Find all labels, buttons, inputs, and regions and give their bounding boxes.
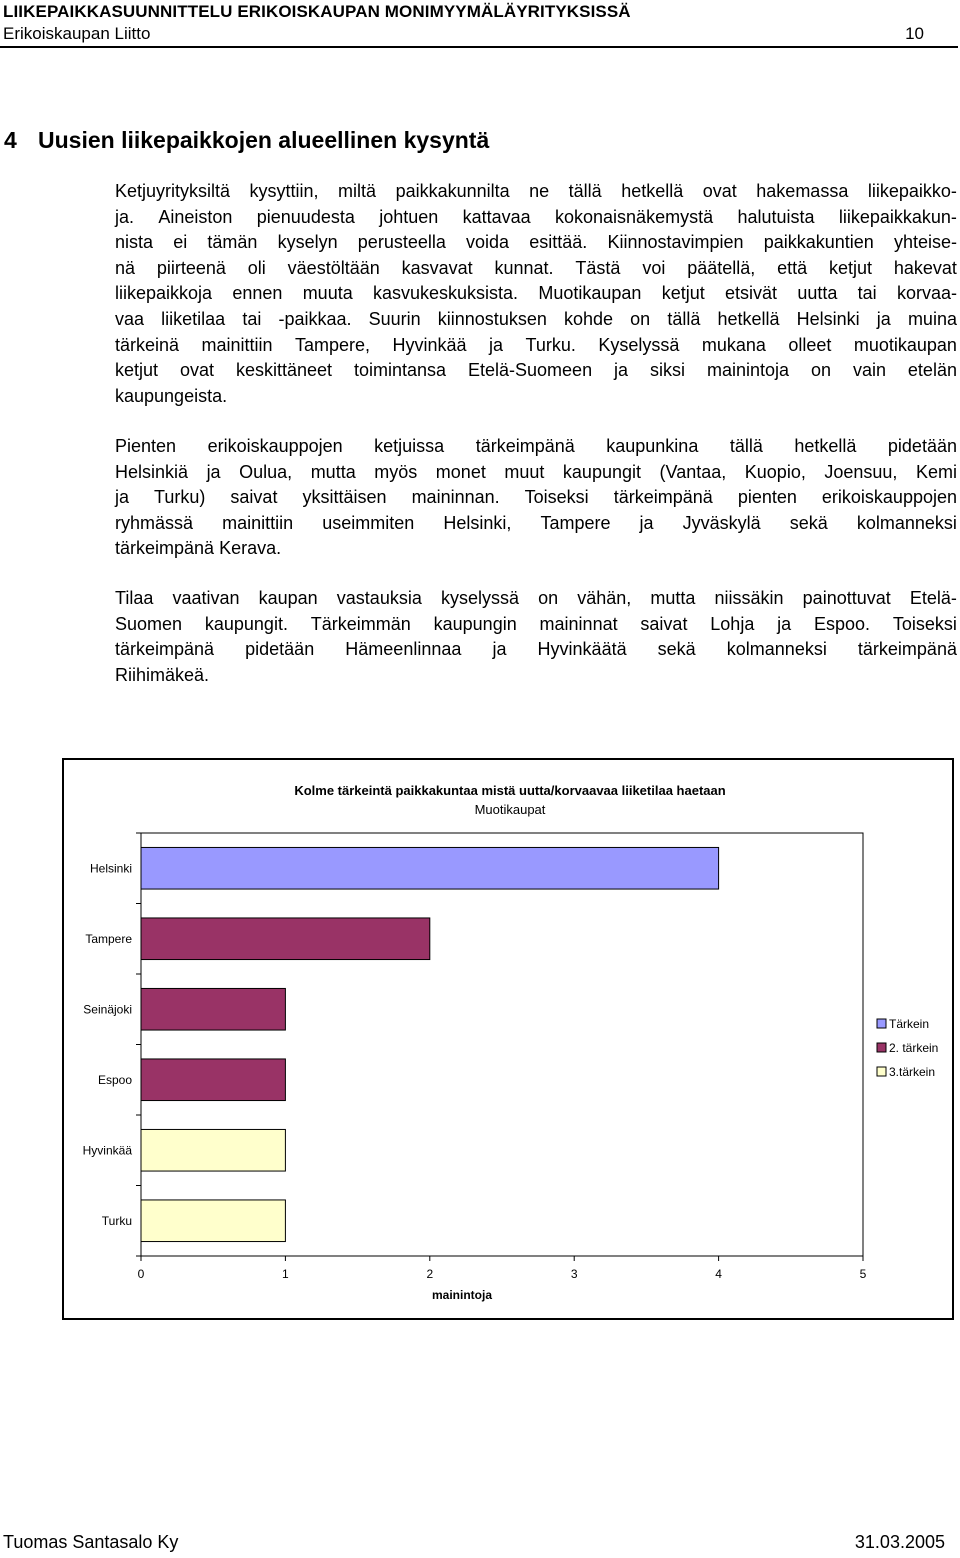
- word: hetkellä: [621, 181, 684, 201]
- word: niissäkin: [714, 588, 784, 608]
- word: perusteella: [357, 232, 446, 253]
- word: tai: [242, 308, 262, 329]
- word: kaupan: [258, 588, 318, 608]
- word: siksi: [650, 360, 685, 381]
- legend-swatch: [877, 1043, 886, 1052]
- word: Etelä-Suomeen: [468, 360, 593, 381]
- header-divider: [0, 46, 958, 48]
- word: kolmanneksi: [726, 639, 827, 660]
- word: ei: [173, 232, 188, 253]
- paragraph-2: [115, 434, 957, 562]
- word: ja.: [115, 206, 135, 227]
- word: on: [810, 360, 831, 381]
- word: Hämeenlinnaa: [345, 639, 462, 660]
- word: on: [630, 308, 651, 329]
- word: paikkakunnilta: [395, 181, 510, 201]
- word: vastauksia: [336, 588, 422, 608]
- word: ja: [777, 613, 792, 634]
- word: tärkeinä: [115, 334, 180, 355]
- word: piirteenä: [156, 257, 226, 278]
- word: (Vantaa,: [659, 461, 727, 482]
- word: Tilaa: [115, 588, 154, 608]
- section-heading: [4, 127, 489, 154]
- word: päätellä,: [687, 257, 756, 278]
- word: muuta: [302, 283, 353, 304]
- word: nä: [115, 257, 136, 278]
- word: kunnat.: [494, 257, 554, 278]
- bar: [141, 918, 430, 960]
- word: ne: [529, 181, 550, 201]
- word: Pienten: [115, 436, 177, 456]
- word: Tärkeimmän: [310, 613, 411, 634]
- word: erikoiskauppojen: [207, 436, 343, 456]
- paragraph-line: [115, 333, 957, 359]
- paragraph-line: [115, 205, 957, 231]
- legend-swatch: [877, 1019, 886, 1028]
- word: voi: [642, 257, 666, 278]
- legend-label: 3.tärkein: [889, 1065, 936, 1079]
- paragraph-line: [115, 256, 957, 282]
- word: ja: [492, 639, 507, 660]
- chart-subtitle: Muotikaupat: [474, 802, 546, 817]
- word: vaativan: [172, 588, 240, 608]
- x-tick-label: 3: [570, 1267, 578, 1281]
- category-label: Helsinki: [89, 861, 132, 876]
- word: kysyttiin,: [249, 181, 319, 201]
- word: pienuudesta: [256, 206, 355, 227]
- paragraph-line: [115, 612, 957, 638]
- word: on: [538, 588, 559, 608]
- bar: [141, 1129, 285, 1171]
- word: monet: [435, 461, 486, 482]
- word: kokonaisnäkemystä: [555, 206, 714, 227]
- organization-name: Erikoiskaupan Liitto: [3, 24, 151, 43]
- word: yksittäisen: [302, 487, 387, 508]
- x-tick-label: 5: [859, 1267, 867, 1281]
- word: ketjut: [661, 283, 705, 304]
- word: olleet: [788, 334, 832, 355]
- bar: [141, 1200, 285, 1242]
- word: Joensuu,: [824, 461, 898, 482]
- word: kaupunkina: [606, 436, 699, 456]
- paragraph-line: [115, 511, 957, 537]
- word: Tästä: [575, 257, 621, 278]
- word: muotikaupan: [853, 334, 957, 355]
- word: kyselyn: [277, 232, 338, 253]
- word: Espoo.: [814, 613, 871, 634]
- word: ja: [115, 487, 130, 508]
- x-tick-label: 2: [426, 1267, 434, 1281]
- page-number: 10: [905, 24, 924, 43]
- word: tärkeimpänä: [613, 487, 713, 508]
- word: pidetään: [245, 639, 315, 660]
- word: toimintansa: [353, 360, 447, 381]
- word: mainittiin: [222, 512, 294, 533]
- paragraph-line: [115, 536, 957, 562]
- x-tick-label: 1: [282, 1267, 289, 1281]
- bar: [141, 847, 719, 889]
- word: ryhmässä: [115, 512, 194, 533]
- word: saivat: [640, 613, 688, 634]
- word: yhteise-: [893, 232, 957, 253]
- word: kiinnostuksen: [437, 308, 547, 329]
- word: pidetään: [887, 436, 957, 456]
- word: ennen: [232, 283, 283, 304]
- word: liikepaikkoja: [115, 283, 213, 304]
- word: kasvavat: [401, 257, 473, 278]
- word: Kiinnostavimpien: [607, 232, 744, 253]
- word: ovat: [702, 181, 737, 201]
- word: muut: [504, 461, 545, 482]
- word: sekä: [657, 639, 696, 660]
- word: Kemi: [915, 461, 957, 482]
- word: vain: [852, 360, 886, 381]
- x-axis-label: mainintoja: [431, 1288, 493, 1302]
- bar-chart: [64, 760, 952, 1318]
- chart-title: Kolme tärkeintä paikkakuntaa mistä uutta/korvaavaa liiketilaa haetaan: [294, 783, 726, 798]
- word: Oulua,: [239, 461, 293, 482]
- word: Turku): [154, 487, 206, 508]
- paragraph-line: [115, 637, 957, 663]
- word: kyselyssä: [440, 588, 519, 608]
- legend-swatch: [877, 1067, 886, 1076]
- word: että: [777, 257, 808, 278]
- word: mainintoja: [706, 360, 789, 381]
- word: ketjut: [115, 360, 159, 381]
- word: kattavaa: [462, 206, 531, 227]
- word: tärkeimpänä: [857, 639, 957, 660]
- word: tärkeimpänä: [475, 436, 575, 456]
- legend-label: Tärkein: [889, 1017, 930, 1031]
- word: ketjuissa: [374, 436, 445, 456]
- word: tällä: [568, 181, 602, 201]
- footer-author: Tuomas Santasalo Ky: [3, 1532, 179, 1552]
- word: ja: [489, 334, 504, 355]
- word: hakemassa: [756, 181, 849, 201]
- paragraph-line: [115, 358, 957, 384]
- word: Muotikaupan: [538, 283, 642, 304]
- word: tai: [857, 283, 877, 304]
- word: useimmiten: [322, 512, 415, 533]
- word: mainittiin: [201, 334, 273, 355]
- word: Kyselyssä: [598, 334, 680, 355]
- paragraph-line: [115, 434, 957, 460]
- word: kohde: [563, 308, 614, 329]
- word: korvaa-: [896, 283, 957, 304]
- x-tick-label: 4: [715, 1267, 722, 1281]
- word: voida: [466, 232, 510, 253]
- word: hetkellä: [794, 436, 857, 456]
- word: vähän,: [577, 588, 632, 608]
- word: kasvukeskuksista.: [373, 283, 519, 304]
- word: kaupungeista.: [115, 385, 228, 406]
- word: miltä: [338, 181, 377, 201]
- legend-label: 2. tärkein: [889, 1041, 939, 1055]
- plot-area: [141, 833, 863, 1256]
- word: väestöltään: [287, 257, 380, 278]
- paragraph-line: [115, 460, 957, 486]
- word: etelän: [907, 360, 957, 381]
- word: Jyväskylä: [682, 512, 761, 533]
- word: Kerava.: [219, 538, 282, 559]
- word: paikkakuntien: [763, 232, 874, 253]
- word: maininnat: [539, 613, 618, 634]
- category-label: Turku: [101, 1213, 132, 1228]
- word: maininnan.: [411, 487, 500, 508]
- word: myös: [374, 461, 418, 482]
- word: ja: [206, 461, 221, 482]
- word: Etelä-: [909, 588, 957, 608]
- paragraph-line: [115, 485, 957, 511]
- footer-date: 31.03.2005: [854, 1532, 945, 1552]
- word: Toiseksi: [524, 487, 589, 508]
- paragraph-line: [115, 281, 957, 307]
- paragraph-1: [115, 179, 957, 409]
- word: johtuen: [379, 206, 439, 227]
- category-label: Seinäjoki: [83, 1002, 132, 1017]
- word: Hyvinkää: [392, 334, 467, 355]
- x-tick-label: 0: [137, 1267, 145, 1281]
- word: Ketjuyrityksiltä: [115, 181, 231, 201]
- category-label: Tampere: [85, 931, 132, 946]
- word: liiketilaa: [161, 308, 226, 329]
- word: Turku.: [525, 334, 576, 355]
- word: tärkeimpänä: [115, 538, 215, 559]
- paragraph-line: [115, 230, 957, 256]
- word: Riihimäkeä.: [115, 664, 210, 685]
- document-title: LIIKEPAIKKASUUNNITTELU ERIKOISKAUPAN MONIMYYMÄLÄYRITYKSISSÄ: [3, 2, 631, 21]
- word: hetkellä: [717, 308, 780, 329]
- paragraph-line: [115, 179, 957, 205]
- word: muina: [907, 308, 957, 329]
- category-label: Espoo: [97, 1072, 132, 1087]
- word: nista: [115, 232, 154, 253]
- word: Lohja: [710, 613, 755, 634]
- word: painottuvat: [802, 588, 891, 608]
- word: ja: [614, 360, 629, 381]
- word: etsivät: [725, 283, 778, 304]
- word: esittää.: [529, 232, 588, 253]
- word: ja: [639, 512, 654, 533]
- word: Aineiston: [158, 206, 233, 227]
- word: halutuista: [737, 206, 815, 227]
- word: erikoiskauppojen: [821, 487, 957, 508]
- word: liikepaikko-: [867, 181, 957, 201]
- word: saivat: [230, 487, 278, 508]
- word: Toiseksi: [892, 613, 957, 634]
- word: pienten: [737, 487, 797, 508]
- word: ja: [876, 308, 891, 329]
- paragraph-line: [115, 307, 957, 333]
- word: kaupungin: [433, 613, 517, 634]
- word: tärkeimpänä: [115, 639, 215, 660]
- paragraph-line: [115, 384, 957, 410]
- word: Helsinki: [796, 308, 860, 329]
- paragraph-3: [115, 586, 957, 688]
- word: Suurin: [368, 308, 421, 329]
- word: mukana: [701, 334, 766, 355]
- word: ovat: [179, 360, 215, 381]
- word: tällä: [667, 308, 701, 329]
- paragraph-line: [115, 586, 957, 612]
- word: tällä: [729, 436, 763, 456]
- word: mutta: [310, 461, 356, 482]
- word: Tampere,: [295, 334, 371, 355]
- word: mutta: [650, 588, 696, 608]
- section-title: Uusien liikepaikkojen alueellinen kysyntä: [38, 127, 490, 153]
- word: uutta: [797, 283, 838, 304]
- word: Helsinki,: [443, 512, 512, 533]
- word: tämän: [207, 232, 258, 253]
- word: Kuopio,: [744, 461, 806, 482]
- word: -paikkaa.: [278, 308, 352, 329]
- word: kolmanneksi: [856, 512, 957, 533]
- chart-frame: [62, 758, 954, 1320]
- word: Helsinkiä: [115, 461, 189, 482]
- word: kaupungit.: [204, 613, 288, 634]
- word: sekä: [789, 512, 828, 533]
- word: keskittäneet: [235, 360, 333, 381]
- word: Hyvinkäätä: [537, 639, 627, 660]
- section-number: 4: [4, 127, 17, 153]
- category-label: Hyvinkää: [82, 1143, 132, 1158]
- word: oli: [247, 257, 266, 278]
- word: ketjut: [829, 257, 873, 278]
- word: Suomen: [115, 613, 183, 634]
- word: Tampere: [540, 512, 611, 533]
- word: liikepaikkakun-: [838, 206, 957, 227]
- word: hakevat: [893, 257, 957, 278]
- paragraph-line: [115, 663, 957, 689]
- word: vaa: [115, 308, 145, 329]
- bar: [141, 1059, 285, 1101]
- word: kaupungit: [562, 461, 641, 482]
- bar: [141, 988, 285, 1030]
